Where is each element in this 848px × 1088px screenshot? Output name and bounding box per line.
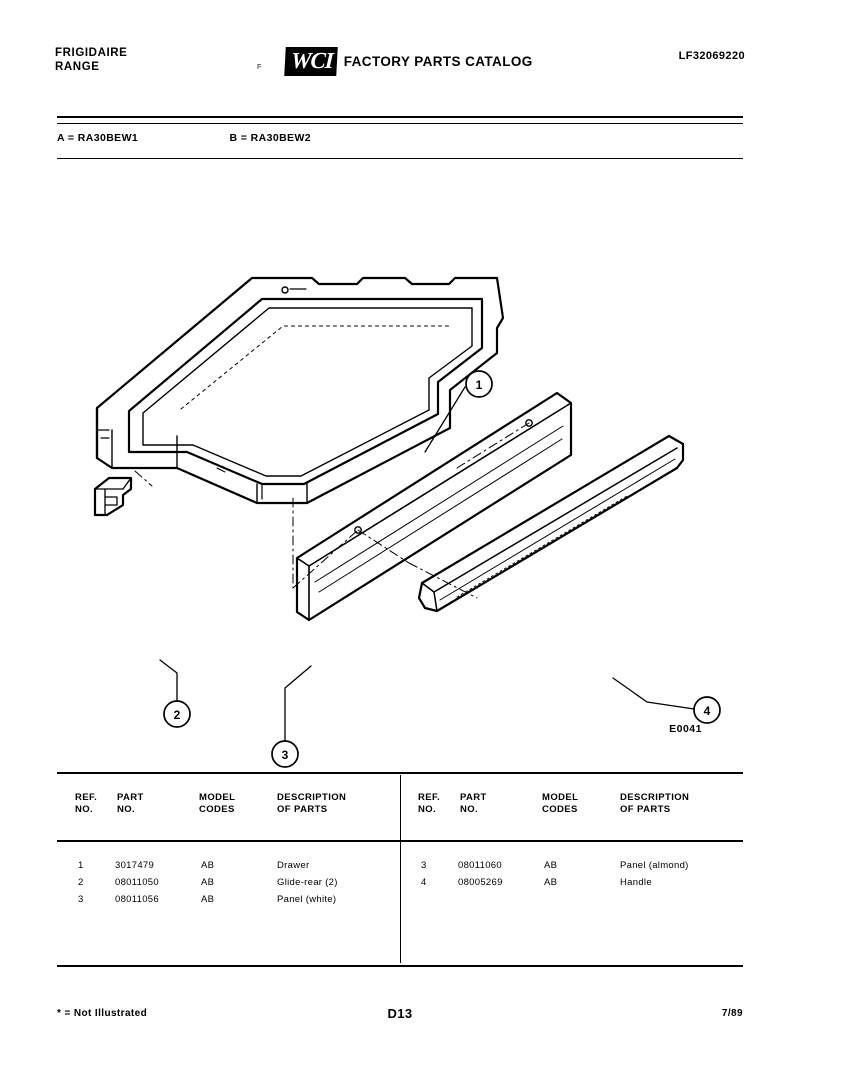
table-top-rule — [57, 772, 743, 774]
page-header — [55, 42, 745, 82]
cell-part: 08011050 — [115, 877, 159, 888]
column-header-part-line1: PART — [460, 792, 487, 803]
catalog-code: LF32069220 — [678, 50, 745, 62]
column-header-ref-line1: REF. — [418, 792, 441, 803]
models-rule — [57, 158, 743, 159]
column-header-description — [620, 792, 689, 816]
column-header-part-line2: NO. — [460, 804, 479, 815]
callout-label-2: 2 — [173, 708, 181, 722]
column-header-model — [542, 792, 578, 816]
callout-label-1: 1 — [475, 378, 483, 392]
cell-part: 08011056 — [115, 894, 159, 905]
column-header-ref-line2: NO. — [75, 804, 94, 815]
cell-model: AB — [544, 860, 558, 871]
catalog-title-text: FACTORY PARTS CATALOG — [343, 54, 533, 69]
brand-name: FRIGIDAIRE — [55, 47, 128, 59]
header-rule-thick — [57, 116, 743, 118]
cell-desc: Handle — [620, 877, 652, 888]
model-code-a: A = RA30BEW1 — [57, 132, 139, 144]
column-header-desc-line1: DESCRIPTION — [277, 792, 347, 803]
parts-table — [57, 772, 743, 967]
catalog-title-block — [285, 47, 605, 73]
column-header-part — [460, 792, 487, 816]
figure-code: E0041 — [669, 723, 702, 735]
cell-desc: Panel (almond) — [620, 860, 689, 871]
cell-model: AB — [201, 877, 215, 888]
column-header-model-line2: CODES — [542, 804, 578, 815]
cell-part: 08005269 — [458, 877, 503, 888]
column-header-part-line1: PART — [117, 792, 144, 803]
stray-mark: F — [257, 64, 262, 71]
product-category: RANGE — [55, 61, 100, 73]
column-header-desc-line2: OF PARTS — [277, 804, 328, 815]
page-number: D13 — [387, 1006, 413, 1021]
model-code-b: B = RA30BEW2 — [229, 132, 311, 144]
column-header-ref-line2: NO. — [418, 804, 437, 815]
cell-model: AB — [201, 894, 215, 905]
column-header-model — [199, 792, 235, 816]
table-bottom-rule — [57, 965, 743, 967]
column-header-ref-line1: REF. — [75, 792, 98, 803]
column-header-desc-line1: DESCRIPTION — [620, 792, 690, 803]
column-header-part — [117, 792, 144, 816]
cell-desc: Drawer — [277, 860, 310, 871]
cell-ref: 3 — [421, 860, 427, 871]
cell-model: AB — [201, 860, 215, 871]
cell-ref: 1 — [78, 860, 84, 871]
parts-illustration — [57, 168, 747, 762]
brand-block — [55, 46, 127, 74]
column-header-ref — [75, 792, 97, 816]
callout-label-4: 4 — [703, 704, 711, 718]
cell-ref: 4 — [421, 877, 427, 888]
column-header-ref — [418, 792, 440, 816]
cell-desc: Panel (white) — [277, 894, 337, 905]
cell-ref: 2 — [78, 877, 84, 888]
column-header-desc-line2: OF PARTS — [620, 804, 671, 815]
cell-part: 08011060 — [458, 860, 502, 871]
column-header-model-line2: CODES — [199, 804, 235, 815]
column-header-model-line1: MODEL — [542, 792, 579, 803]
callout-label-3: 3 — [281, 748, 289, 762]
cell-ref: 3 — [78, 894, 84, 905]
footnote-not-illustrated: * = Not Illustrated — [57, 1008, 148, 1019]
cell-desc: Glide-rear (2) — [277, 877, 338, 888]
column-header-part-line2: NO. — [117, 804, 136, 815]
cell-part: 3017479 — [115, 860, 155, 871]
header-rule-thin — [57, 123, 743, 124]
table-column-left — [57, 792, 400, 962]
table-column-right — [400, 792, 743, 962]
model-code-legend — [57, 132, 311, 144]
column-header-description — [277, 792, 346, 816]
wci-logo: WCI — [284, 47, 337, 76]
revision-date: 7/89 — [721, 1008, 743, 1019]
cell-model: AB — [544, 877, 558, 888]
page-footer — [57, 1008, 743, 1030]
column-header-model-line1: MODEL — [199, 792, 236, 803]
